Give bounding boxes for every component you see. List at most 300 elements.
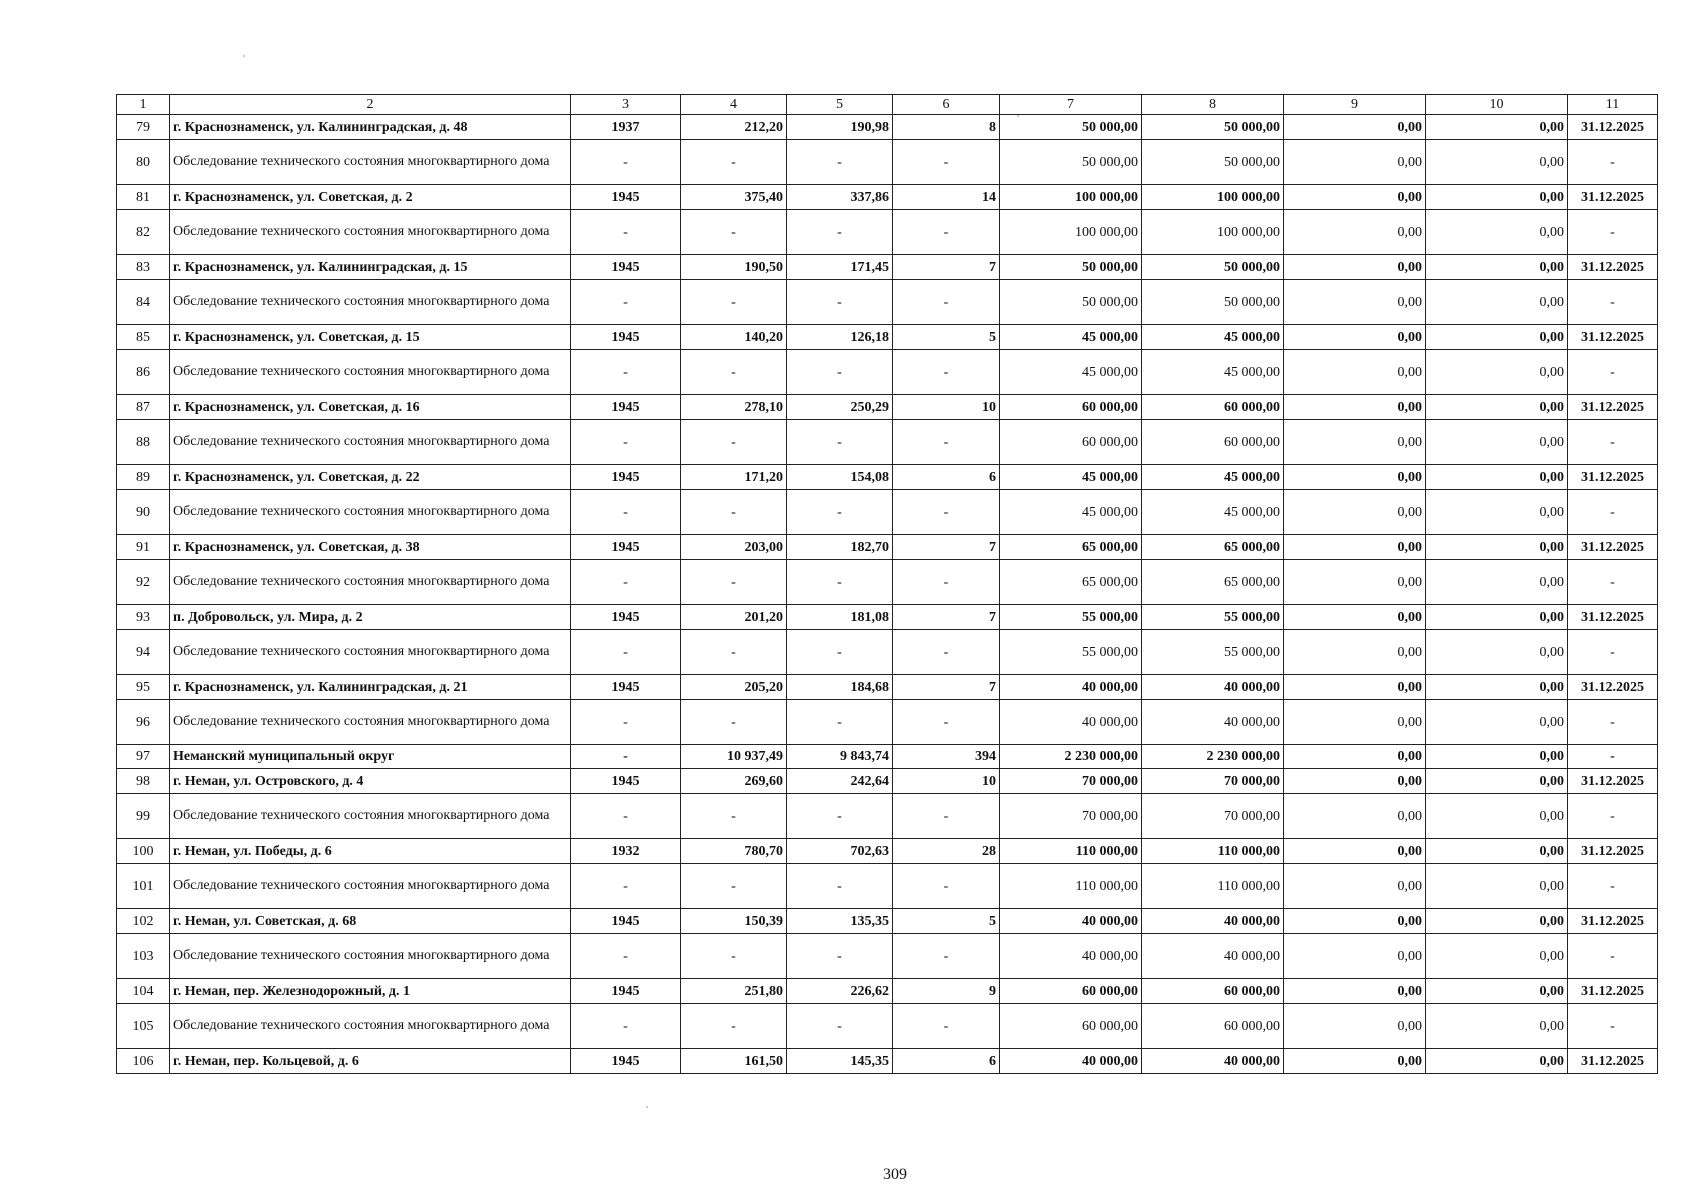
area-living-cell: - (787, 280, 893, 325)
row-number: 97 (117, 745, 170, 769)
area-living-cell: - (787, 934, 893, 979)
year-cell: 1945 (571, 1049, 681, 1074)
other-cost-cell: 0,00 (1426, 255, 1568, 280)
residents-cell: 7 (893, 605, 1000, 630)
year-cell: - (571, 934, 681, 979)
area-living-cell: - (787, 490, 893, 535)
service-row (117, 280, 1658, 325)
area-total-cell: 375,40 (681, 185, 787, 210)
fund-cost-cell: 45 000,00 (1142, 350, 1284, 395)
other-cost-cell: 0,00 (1426, 700, 1568, 745)
row-number: 99 (117, 794, 170, 839)
other-cost-cell: 0,00 (1426, 630, 1568, 675)
row-number: 96 (117, 700, 170, 745)
other-cost-cell: 0,00 (1426, 794, 1568, 839)
budget-cost-cell: 0,00 (1284, 605, 1426, 630)
area-living-cell: - (787, 420, 893, 465)
budget-cost-cell: 0,00 (1284, 934, 1426, 979)
total-cost-cell: 45 000,00 (1000, 350, 1142, 395)
building-row (117, 185, 1658, 210)
residents-cell: 394 (893, 745, 1000, 769)
row-number: 94 (117, 630, 170, 675)
area-total-cell: - (681, 560, 787, 605)
total-cost-cell: 40 000,00 (1000, 700, 1142, 745)
year-cell: 1945 (571, 185, 681, 210)
fund-cost-cell: 2 230 000,00 (1142, 745, 1284, 769)
area-living-cell: 154,08 (787, 465, 893, 490)
fund-cost-cell: 50 000,00 (1142, 280, 1284, 325)
area-living-cell: 242,64 (787, 769, 893, 794)
budget-cost-cell: 0,00 (1284, 465, 1426, 490)
area-total-cell: - (681, 794, 787, 839)
service-row (117, 350, 1658, 395)
area-living-cell: - (787, 700, 893, 745)
deadline-cell: 31.12.2025 (1568, 255, 1658, 280)
fund-cost-cell: 70 000,00 (1142, 794, 1284, 839)
total-cost-cell: 70 000,00 (1000, 794, 1142, 839)
other-cost-cell: 0,00 (1426, 535, 1568, 560)
area-total-cell: 212,20 (681, 115, 787, 140)
fund-cost-cell: 40 000,00 (1142, 675, 1284, 700)
area-total-cell: 190,50 (681, 255, 787, 280)
year-cell: 1945 (571, 465, 681, 490)
column-number-row (117, 95, 1658, 115)
residents-cell: - (893, 350, 1000, 395)
area-living-cell: 181,08 (787, 605, 893, 630)
other-cost-cell: 0,00 (1426, 395, 1568, 420)
year-cell: - (571, 560, 681, 605)
residents-cell: - (893, 560, 1000, 605)
description: г. Краснознаменск, ул. Советская, д. 16 (170, 395, 571, 420)
district-total-row (117, 745, 1658, 769)
deadline-cell: - (1568, 1004, 1658, 1049)
area-living-cell: 9 843,74 (787, 745, 893, 769)
row-number: 87 (117, 395, 170, 420)
column-number-5: 5 (787, 95, 893, 115)
fund-cost-cell: 45 000,00 (1142, 465, 1284, 490)
building-row (117, 979, 1658, 1004)
total-cost-cell: 55 000,00 (1000, 630, 1142, 675)
year-cell: - (571, 420, 681, 465)
column-number-9: 9 (1284, 95, 1426, 115)
description: Обследование технического состояния многоквартирного дома (170, 700, 571, 745)
total-cost-cell: 50 000,00 (1000, 280, 1142, 325)
deadline-cell: 31.12.2025 (1568, 465, 1658, 490)
scan-speck (646, 1106, 648, 1108)
housing-program-table (116, 94, 1658, 1074)
deadline-cell: 31.12.2025 (1568, 115, 1658, 140)
residents-cell: - (893, 1004, 1000, 1049)
area-total-cell: - (681, 350, 787, 395)
area-total-cell: 10 937,49 (681, 745, 787, 769)
year-cell: 1937 (571, 115, 681, 140)
column-number-6: 6 (893, 95, 1000, 115)
fund-cost-cell: 50 000,00 (1142, 115, 1284, 140)
total-cost-cell: 65 000,00 (1000, 560, 1142, 605)
description: г. Неман, ул. Советская, д. 68 (170, 909, 571, 934)
row-number: 88 (117, 420, 170, 465)
service-row (117, 630, 1658, 675)
year-cell: - (571, 140, 681, 185)
page-number: 309 (883, 1166, 907, 1183)
budget-cost-cell: 0,00 (1284, 700, 1426, 745)
fund-cost-cell: 60 000,00 (1142, 979, 1284, 1004)
residents-cell: - (893, 210, 1000, 255)
budget-cost-cell: 0,00 (1284, 395, 1426, 420)
budget-cost-cell: 0,00 (1284, 909, 1426, 934)
total-cost-cell: 65 000,00 (1000, 535, 1142, 560)
building-row (117, 535, 1658, 560)
fund-cost-cell: 110 000,00 (1142, 864, 1284, 909)
year-cell: - (571, 210, 681, 255)
deadline-cell: - (1568, 864, 1658, 909)
row-number: 104 (117, 979, 170, 1004)
area-total-cell: - (681, 1004, 787, 1049)
description: Обследование технического состояния многоквартирного дома (170, 794, 571, 839)
area-total-cell: - (681, 490, 787, 535)
budget-cost-cell: 0,00 (1284, 490, 1426, 535)
budget-cost-cell: 0,00 (1284, 1049, 1426, 1074)
description: Обследование технического состояния многоквартирного дома (170, 630, 571, 675)
residents-cell: - (893, 794, 1000, 839)
year-cell: 1945 (571, 255, 681, 280)
service-row (117, 1004, 1658, 1049)
row-number: 86 (117, 350, 170, 395)
fund-cost-cell: 100 000,00 (1142, 185, 1284, 210)
description: г. Неман, пер. Железнодорожный, д. 1 (170, 979, 571, 1004)
deadline-cell: 31.12.2025 (1568, 839, 1658, 864)
budget-cost-cell: 0,00 (1284, 675, 1426, 700)
fund-cost-cell: 50 000,00 (1142, 255, 1284, 280)
total-cost-cell: 60 000,00 (1000, 420, 1142, 465)
description: г. Краснознаменск, ул. Советская, д. 38 (170, 535, 571, 560)
area-total-cell: - (681, 210, 787, 255)
row-number: 79 (117, 115, 170, 140)
service-row (117, 700, 1658, 745)
row-number: 92 (117, 560, 170, 605)
deadline-cell: 31.12.2025 (1568, 325, 1658, 350)
budget-cost-cell: 0,00 (1284, 185, 1426, 210)
residents-cell: - (893, 280, 1000, 325)
residents-cell: 10 (893, 395, 1000, 420)
residents-cell: 7 (893, 535, 1000, 560)
total-cost-cell: 55 000,00 (1000, 605, 1142, 630)
deadline-cell: 31.12.2025 (1568, 1049, 1658, 1074)
residents-cell: - (893, 864, 1000, 909)
description: Обследование технического состояния многоквартирного дома (170, 560, 571, 605)
total-cost-cell: 40 000,00 (1000, 909, 1142, 934)
scan-speck (243, 55, 245, 57)
residents-cell: 8 (893, 115, 1000, 140)
budget-cost-cell: 0,00 (1284, 535, 1426, 560)
deadline-cell: - (1568, 794, 1658, 839)
description: Неманский муниципальный округ (170, 745, 571, 769)
year-cell: - (571, 490, 681, 535)
description: Обследование технического состояния многоквартирного дома (170, 350, 571, 395)
other-cost-cell: 0,00 (1426, 769, 1568, 794)
description: Обследование технического состояния многоквартирного дома (170, 490, 571, 535)
fund-cost-cell: 55 000,00 (1142, 605, 1284, 630)
description: г. Неман, ул. Островского, д. 4 (170, 769, 571, 794)
budget-cost-cell: 0,00 (1284, 140, 1426, 185)
area-total-cell: - (681, 630, 787, 675)
column-number-11: 11 (1568, 95, 1658, 115)
total-cost-cell: 2 230 000,00 (1000, 745, 1142, 769)
service-row (117, 140, 1658, 185)
deadline-cell: - (1568, 280, 1658, 325)
residents-cell: 10 (893, 769, 1000, 794)
other-cost-cell: 0,00 (1426, 210, 1568, 255)
deadline-cell: 31.12.2025 (1568, 979, 1658, 1004)
description: г. Краснознаменск, ул. Калининградская, д. 48 (170, 115, 571, 140)
area-total-cell: 171,20 (681, 465, 787, 490)
description: Обследование технического состояния многоквартирного дома (170, 280, 571, 325)
budget-cost-cell: 0,00 (1284, 115, 1426, 140)
area-total-cell: 150,39 (681, 909, 787, 934)
other-cost-cell: 0,00 (1426, 675, 1568, 700)
year-cell: - (571, 350, 681, 395)
row-number: 101 (117, 864, 170, 909)
fund-cost-cell: 45 000,00 (1142, 490, 1284, 535)
year-cell: - (571, 864, 681, 909)
row-number: 90 (117, 490, 170, 535)
area-living-cell: 171,45 (787, 255, 893, 280)
building-row (117, 465, 1658, 490)
service-row (117, 490, 1658, 535)
deadline-cell: - (1568, 140, 1658, 185)
service-row (117, 560, 1658, 605)
budget-cost-cell: 0,00 (1284, 420, 1426, 465)
residents-cell: 5 (893, 325, 1000, 350)
year-cell: 1945 (571, 535, 681, 560)
residents-cell: 7 (893, 675, 1000, 700)
year-cell: - (571, 1004, 681, 1049)
year-cell: - (571, 280, 681, 325)
budget-cost-cell: 0,00 (1284, 325, 1426, 350)
row-number: 103 (117, 934, 170, 979)
total-cost-cell: 50 000,00 (1000, 115, 1142, 140)
budget-cost-cell: 0,00 (1284, 560, 1426, 605)
total-cost-cell: 50 000,00 (1000, 255, 1142, 280)
other-cost-cell: 0,00 (1426, 185, 1568, 210)
service-row (117, 210, 1658, 255)
scan-speck (1017, 115, 1019, 117)
total-cost-cell: 110 000,00 (1000, 839, 1142, 864)
building-row (117, 675, 1658, 700)
row-number: 106 (117, 1049, 170, 1074)
building-row (117, 909, 1658, 934)
year-cell: 1945 (571, 979, 681, 1004)
deadline-cell: 31.12.2025 (1568, 675, 1658, 700)
year-cell: 1945 (571, 675, 681, 700)
deadline-cell: - (1568, 210, 1658, 255)
fund-cost-cell: 55 000,00 (1142, 630, 1284, 675)
column-number-3: 3 (571, 95, 681, 115)
residents-cell: 5 (893, 909, 1000, 934)
service-row (117, 420, 1658, 465)
row-number: 93 (117, 605, 170, 630)
residents-cell: - (893, 140, 1000, 185)
area-living-cell: - (787, 794, 893, 839)
area-total-cell: 780,70 (681, 839, 787, 864)
row-number: 95 (117, 675, 170, 700)
row-number: 100 (117, 839, 170, 864)
area-living-cell: - (787, 350, 893, 395)
deadline-cell: - (1568, 560, 1658, 605)
area-living-cell: 145,35 (787, 1049, 893, 1074)
total-cost-cell: 45 000,00 (1000, 465, 1142, 490)
row-number: 91 (117, 535, 170, 560)
other-cost-cell: 0,00 (1426, 490, 1568, 535)
budget-cost-cell: 0,00 (1284, 839, 1426, 864)
building-row (117, 605, 1658, 630)
residents-cell: 9 (893, 979, 1000, 1004)
residents-cell: - (893, 420, 1000, 465)
residents-cell: 7 (893, 255, 1000, 280)
budget-cost-cell: 0,00 (1284, 350, 1426, 395)
area-living-cell: 226,62 (787, 979, 893, 1004)
description: Обследование технического состояния многоквартирного дома (170, 210, 571, 255)
other-cost-cell: 0,00 (1426, 280, 1568, 325)
building-row (117, 115, 1658, 140)
other-cost-cell: 0,00 (1426, 909, 1568, 934)
year-cell: - (571, 794, 681, 839)
residents-cell: - (893, 934, 1000, 979)
residents-cell: - (893, 700, 1000, 745)
area-living-cell: - (787, 1004, 893, 1049)
service-row (117, 794, 1658, 839)
row-number: 84 (117, 280, 170, 325)
fund-cost-cell: 110 000,00 (1142, 839, 1284, 864)
building-row (117, 325, 1658, 350)
building-row (117, 769, 1658, 794)
fund-cost-cell: 70 000,00 (1142, 769, 1284, 794)
area-living-cell: 135,35 (787, 909, 893, 934)
other-cost-cell: 0,00 (1426, 115, 1568, 140)
row-number: 80 (117, 140, 170, 185)
row-number: 105 (117, 1004, 170, 1049)
budget-cost-cell: 0,00 (1284, 745, 1426, 769)
fund-cost-cell: 50 000,00 (1142, 140, 1284, 185)
other-cost-cell: 0,00 (1426, 1004, 1568, 1049)
residents-cell: - (893, 490, 1000, 535)
column-number-10: 10 (1426, 95, 1568, 115)
deadline-cell: 31.12.2025 (1568, 605, 1658, 630)
year-cell: 1945 (571, 769, 681, 794)
other-cost-cell: 0,00 (1426, 839, 1568, 864)
deadline-cell: - (1568, 745, 1658, 769)
fund-cost-cell: 40 000,00 (1142, 934, 1284, 979)
description: п. Добровольск, ул. Мира, д. 2 (170, 605, 571, 630)
description: Обследование технического состояния многоквартирного дома (170, 140, 571, 185)
description: Обследование технического состояния многоквартирного дома (170, 864, 571, 909)
total-cost-cell: 110 000,00 (1000, 864, 1142, 909)
fund-cost-cell: 40 000,00 (1142, 1049, 1284, 1074)
area-total-cell: 140,20 (681, 325, 787, 350)
total-cost-cell: 50 000,00 (1000, 140, 1142, 185)
total-cost-cell: 100 000,00 (1000, 185, 1142, 210)
fund-cost-cell: 45 000,00 (1142, 325, 1284, 350)
deadline-cell: 31.12.2025 (1568, 535, 1658, 560)
row-number: 85 (117, 325, 170, 350)
area-total-cell: 201,20 (681, 605, 787, 630)
row-number: 98 (117, 769, 170, 794)
budget-cost-cell: 0,00 (1284, 1004, 1426, 1049)
other-cost-cell: 0,00 (1426, 465, 1568, 490)
fund-cost-cell: 60 000,00 (1142, 1004, 1284, 1049)
other-cost-cell: 0,00 (1426, 934, 1568, 979)
row-number: 102 (117, 909, 170, 934)
description: г. Краснознаменск, ул. Советская, д. 15 (170, 325, 571, 350)
description: г. Краснознаменск, ул. Советская, д. 22 (170, 465, 571, 490)
residents-cell: 14 (893, 185, 1000, 210)
total-cost-cell: 60 000,00 (1000, 1004, 1142, 1049)
total-cost-cell: 40 000,00 (1000, 934, 1142, 979)
year-cell: 1945 (571, 605, 681, 630)
service-row (117, 864, 1658, 909)
description: Обследование технического состояния многоквартирного дома (170, 1004, 571, 1049)
fund-cost-cell: 40 000,00 (1142, 909, 1284, 934)
deadline-cell: - (1568, 350, 1658, 395)
description: г. Краснознаменск, ул. Калининградская, д. 21 (170, 675, 571, 700)
total-cost-cell: 45 000,00 (1000, 490, 1142, 535)
area-total-cell: - (681, 140, 787, 185)
area-total-cell: - (681, 280, 787, 325)
fund-cost-cell: 60 000,00 (1142, 395, 1284, 420)
total-cost-cell: 60 000,00 (1000, 979, 1142, 1004)
budget-cost-cell: 0,00 (1284, 210, 1426, 255)
area-total-cell: 205,20 (681, 675, 787, 700)
area-total-cell: 203,00 (681, 535, 787, 560)
service-row (117, 934, 1658, 979)
description: г. Неман, пер. Кольцевой, д. 6 (170, 1049, 571, 1074)
year-cell: 1945 (571, 395, 681, 420)
column-number-7: 7 (1000, 95, 1142, 115)
row-number: 82 (117, 210, 170, 255)
budget-cost-cell: 0,00 (1284, 255, 1426, 280)
total-cost-cell: 70 000,00 (1000, 769, 1142, 794)
column-number-1: 1 (117, 95, 170, 115)
residents-cell: 6 (893, 465, 1000, 490)
area-total-cell: 161,50 (681, 1049, 787, 1074)
deadline-cell: - (1568, 700, 1658, 745)
area-living-cell: 190,98 (787, 115, 893, 140)
other-cost-cell: 0,00 (1426, 420, 1568, 465)
deadline-cell: 31.12.2025 (1568, 395, 1658, 420)
table-body (117, 115, 1658, 1074)
year-cell: - (571, 700, 681, 745)
deadline-cell: - (1568, 420, 1658, 465)
row-number: 83 (117, 255, 170, 280)
area-total-cell: - (681, 700, 787, 745)
year-cell: - (571, 630, 681, 675)
column-number-4: 4 (681, 95, 787, 115)
deadline-cell: - (1568, 630, 1658, 675)
area-living-cell: 126,18 (787, 325, 893, 350)
area-living-cell: 250,29 (787, 395, 893, 420)
year-cell: 1945 (571, 325, 681, 350)
deadline-cell: - (1568, 934, 1658, 979)
budget-cost-cell: 0,00 (1284, 979, 1426, 1004)
area-living-cell: - (787, 630, 893, 675)
fund-cost-cell: 100 000,00 (1142, 210, 1284, 255)
description: Обследование технического состояния многоквартирного дома (170, 934, 571, 979)
other-cost-cell: 0,00 (1426, 605, 1568, 630)
area-total-cell: 278,10 (681, 395, 787, 420)
deadline-cell: 31.12.2025 (1568, 769, 1658, 794)
year-cell: - (571, 745, 681, 769)
building-row (117, 395, 1658, 420)
